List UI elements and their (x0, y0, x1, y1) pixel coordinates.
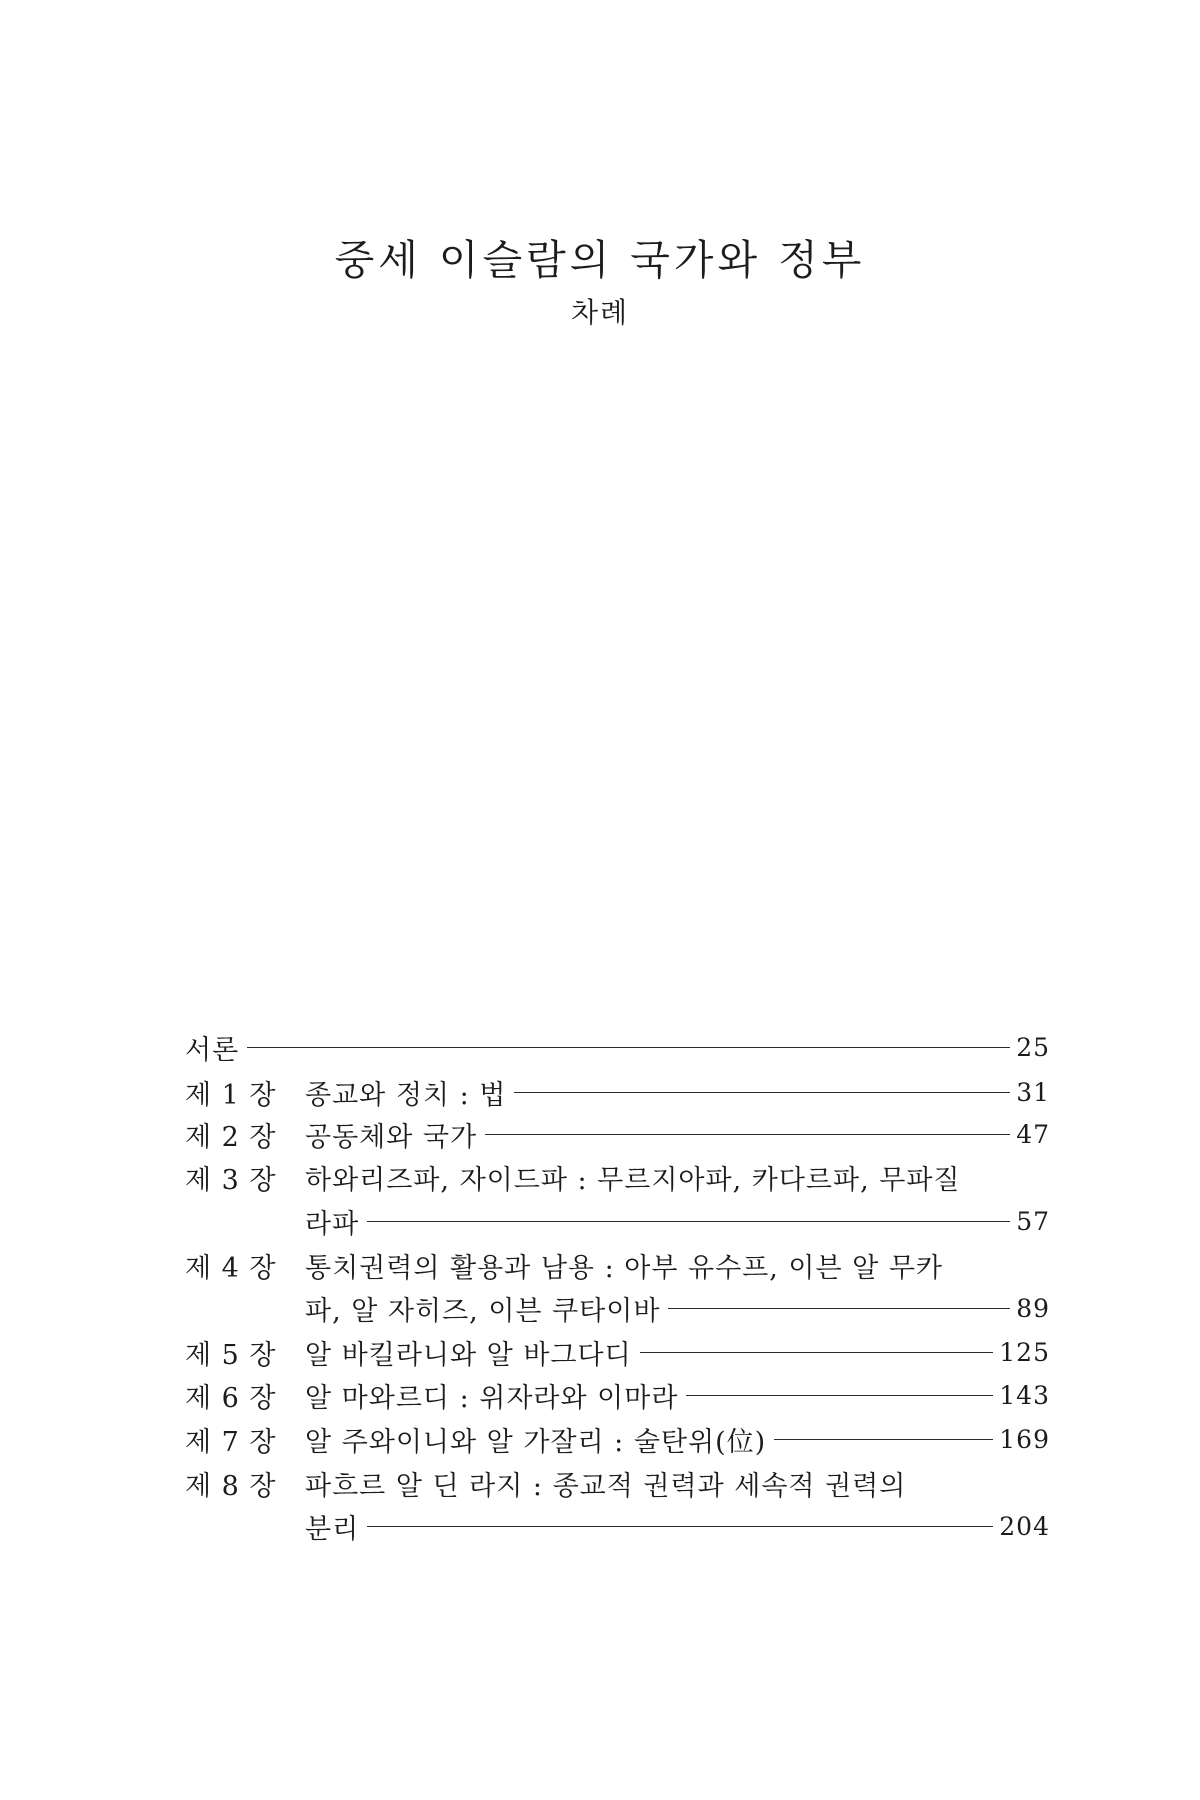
toc-title: 알 주와이니와 알 가잘리 : 술탄위(位) (305, 1426, 767, 1458)
toc-label: 제 2 장 (185, 1121, 277, 1153)
page-number: 89 (1016, 1293, 1050, 1323)
leader-line (640, 1352, 994, 1353)
toc-title-line2: 분리 (305, 1513, 360, 1545)
page-number: 57 (1016, 1206, 1050, 1236)
toc-title-line1: 통치권력의 활용과 남용 : 아부 유수프, 이븐 알 무카 (305, 1252, 943, 1284)
toc-title-line2: 라파 (305, 1208, 360, 1240)
page-number: 25 (1016, 1032, 1050, 1062)
leader-line (367, 1526, 993, 1527)
toc-entry-ch2 (185, 1112, 1050, 1156)
toc-entry-ch3-cont (185, 1199, 1050, 1243)
toc-entry-ch1 (185, 1070, 1050, 1114)
toc-label: 제 3 장 (185, 1164, 277, 1196)
toc-entry-ch5 (185, 1330, 1050, 1374)
leader-line (367, 1221, 1010, 1222)
toc-label: 제 6 장 (185, 1382, 277, 1414)
page-number: 125 (999, 1337, 1050, 1367)
leader-line (686, 1395, 993, 1396)
toc-title-line2: 파, 알 자히즈, 이븐 쿠타이바 (305, 1295, 661, 1327)
toc-entry-ch8 (185, 1461, 1050, 1505)
toc-title: 알 마와르디 : 위자라와 이마라 (305, 1382, 679, 1414)
toc-heading: 차례 (570, 296, 630, 329)
leader-line (668, 1308, 1010, 1309)
page-number: 143 (999, 1380, 1050, 1410)
toc-title-line1: 파흐르 알 딘 라지 : 종교적 권력과 세속적 권력의 (305, 1470, 907, 1502)
toc-title: 종교와 정치 : 법 (305, 1079, 507, 1111)
toc-entry-intro (185, 1025, 1050, 1069)
page-number: 204 (999, 1511, 1050, 1541)
toc-entry-ch3 (185, 1155, 1050, 1199)
toc-entry-ch7 (185, 1417, 1050, 1461)
toc-label: 제 8 장 (185, 1470, 277, 1502)
book-title: 중세 이슬람의 국가와 정부 (334, 236, 866, 284)
toc-title: 알 바킬라니와 알 바그다디 (305, 1339, 632, 1371)
toc-entry-ch4-cont (185, 1286, 1050, 1330)
leader-line (514, 1092, 1010, 1093)
leader-line (247, 1047, 1010, 1048)
toc-label: 서론 (185, 1034, 240, 1066)
page-number: 31 (1016, 1077, 1050, 1107)
toc-title-line1: 하와리즈파, 자이드파 : 무르지아파, 카다르파, 무파질 (305, 1164, 961, 1196)
toc-label: 제 7 장 (185, 1426, 277, 1458)
toc-label: 제 1 장 (185, 1079, 277, 1111)
toc-label: 제 5 장 (185, 1339, 277, 1371)
leader-line (485, 1134, 1010, 1135)
toc-entry-ch8-cont (185, 1504, 1050, 1548)
page-number: 169 (999, 1424, 1050, 1454)
page-number: 47 (1016, 1119, 1050, 1149)
leader-line (774, 1439, 993, 1440)
toc-label: 제 4 장 (185, 1252, 277, 1284)
toc-entry-ch4 (185, 1243, 1050, 1287)
toc-title: 공동체와 국가 (305, 1121, 478, 1153)
toc-entry-ch6 (185, 1373, 1050, 1417)
